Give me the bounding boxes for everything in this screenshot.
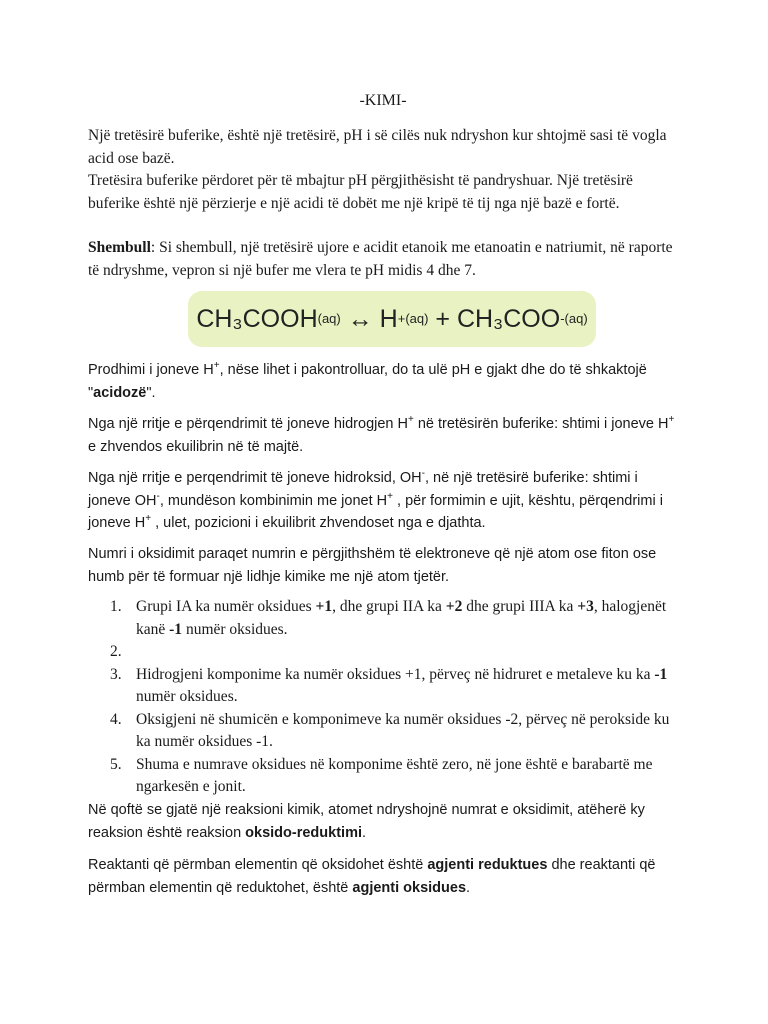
paragraph-acidosis: Prodhimi i joneve H+, nëse lihet i pakontrolluar, do ta ulë pH e gjakt dhe do të shkaktojë "acidozë". (88, 360, 647, 401)
paragraph-oxidation-number: Numri i oksidimit paraqet numrin e përgjithshëm të elektroneve që një atom ose fiton ose humb për të formuar një lidhje kimike me një atom tjetër. (88, 546, 657, 585)
paragraph-hydrogen-increase: Nga një rritje e përqendrimit të joneve hidrogjen H+ në tretësirën buferike: shtimi i joneve H+ e zhvendos ekuilibrin në të majtë. (88, 414, 675, 455)
oxidizing-agent-term: agjenti oksidues (352, 879, 467, 896)
list-item: 3. Hidrogjeni komponime ka numër oksidues +1, përveç në hidruret e metaleve ku ka -1 numër oksidues. (110, 665, 668, 705)
equilibrium-arrow: ↔ (347, 304, 373, 333)
list-item: 2. (110, 643, 122, 660)
equation-plus: + (435, 304, 450, 333)
paragraph-buffer-use: Tretësira buferike përdoret për të mbajtur pH përgjithësisht të pandryshuar. Një tretësirë buferike është një përzierje e një acidi të dobët me një kripë të tij nga një bazë e fortë. (88, 172, 633, 212)
acidosis-term: acidozë (93, 384, 147, 401)
equation-left: CH₃COOH (196, 304, 318, 333)
reducing-agent-term: agjenti reduktues (427, 857, 548, 873)
example-text: : Si shembull, një tretësirë ujore e acidit etanoik me etanoatin e natriumit, në raporte të ndryshme, vepron si një bufer me vlera te pH midis 4 dhe 7. (88, 239, 673, 279)
paragraph-hydroxide-increase: Nga një rritje e perqendrimit të joneve hidroksid, OH-, në një tretësirë buferike: shtimi i joneve OH-, mundëson kombinimin me jonet H+ , për formimin e ujit, kështu, përqendrimi i joneve H+ , ulet, pozicioni i ekuilibrit zhvendoset nga e djathta. (88, 468, 663, 531)
equation-right: CH₃COO (456, 304, 561, 333)
buffer-equation: CH₃COOH (aq) ↔ H + (aq) + CH₃COO - (aq) (188, 291, 596, 347)
paragraph-definition: Një tretësirë buferike, është një tretësirë, pH i së cilës nuk ndryshon kur shtojmë sasi të vogla acid ose bazë. (88, 127, 667, 167)
example-label: Shembull (88, 239, 151, 256)
oxidation-rules-list (110, 596, 678, 799)
list-item: 4. Oksigjeni në shumicën e komponimeve ka numër oksidues -2, përveç në perokside ku ka numër oksidues -1. (110, 710, 670, 750)
page-title: -KIMI- (359, 92, 407, 109)
paragraph-agents: Reaktanti që përmban elementin që oksidohet është agjenti reduktues dhe reaktanti që përmban elementin që reduktohet, është agjenti oksidues. (88, 857, 656, 896)
list-item: 5. Shuma e numrave oksidues në komponime është zero, në jone është e barabartë me ngarkesën e jonit. (110, 755, 653, 795)
list-item: 1. Grupi IA ka numër oksidues +1, dhe grupi IIA ka +2 dhe grupi IIIA ka +3, halogjenët kanë -1 numër oksidues. (110, 598, 667, 638)
equation-ion: H (379, 304, 398, 333)
paragraph-redox: Në qoftë se gjatë një reaksioni kimik, atomet ndryshojnë numrat e oksidimit, atëherë ky reaksion është reaksion oksido-reduktimi. (88, 802, 645, 841)
redox-term: oksido-reduktimi (245, 824, 362, 841)
paragraph-example (88, 237, 678, 282)
